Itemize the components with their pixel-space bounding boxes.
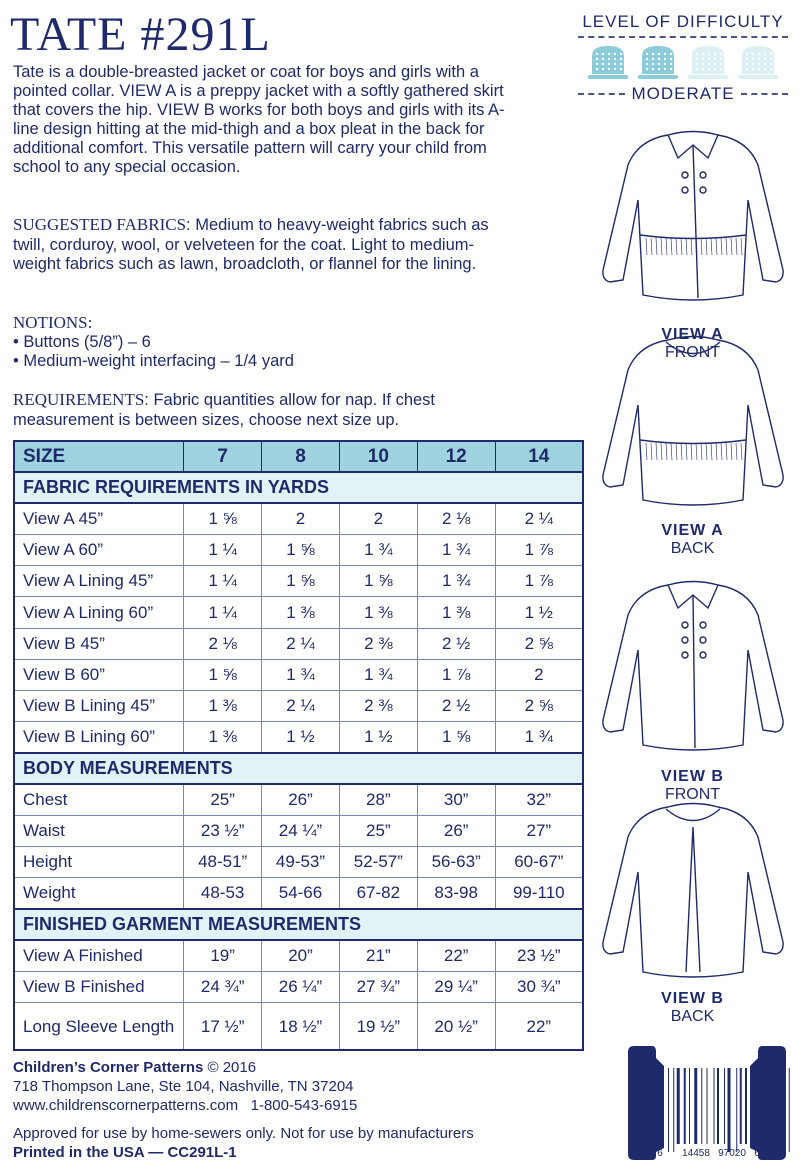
value-cell: 22” [495, 1002, 583, 1050]
value-cell: 67-82 [339, 878, 417, 909]
page-title: TATE #291L [10, 8, 271, 61]
difficulty-level [578, 12, 788, 104]
view-a-back-label [600, 522, 785, 558]
value-cell: 1 ½ [339, 722, 417, 753]
view-side: BACK [670, 540, 715, 557]
barcode-digits: 6 [754, 1148, 760, 1159]
value-cell: 1 ¾ [339, 659, 417, 690]
fabrics-text: : Medium to heavy-weight fabrics such as twill, corduroy, wool, or velveteen for the coat. Light to medium-weight fabrics such as lawn, broadcloth, or flannel for the lining. [13, 216, 489, 273]
notions-label: NOTIONS: [13, 313, 93, 332]
row-label: Waist [14, 815, 184, 846]
barcode-bar [673, 1068, 674, 1152]
view-name: VIEW A [661, 326, 724, 343]
value-cell: 2 ½ [417, 628, 495, 659]
value-cell: 2 [262, 503, 340, 534]
notions [13, 313, 593, 372]
footer-address [13, 1058, 357, 1115]
value-cell: 1 ⅝ [417, 722, 495, 753]
value-cell: 17 ½” [184, 1002, 262, 1050]
barcode-bar [757, 1068, 758, 1144]
thimble-icon [636, 44, 680, 80]
value-cell: 1 ⅝ [262, 535, 340, 566]
value-cell: 18 ½” [262, 1002, 340, 1050]
address: 718 Thompson Lane, Ste 104, Nashville, TN 37204 [13, 1078, 354, 1095]
view-b-back-label [600, 990, 785, 1026]
view-b-front-illustration [598, 570, 788, 770]
requirements-text: : Fabric quantities allow for nap. If chest measurement is between sizes, choose next size up. [13, 391, 436, 429]
value-cell: 1 ⅜ [262, 597, 340, 628]
thimble-icon [736, 44, 780, 80]
value-cell: 26” [417, 815, 495, 846]
row-label: Chest [14, 784, 184, 815]
printed-note: Printed in the USA — CC291L-1 [13, 1144, 237, 1161]
row-label: Height [14, 846, 184, 877]
barcode-bar [717, 1068, 719, 1144]
table-row [14, 784, 583, 815]
size-chart [13, 440, 584, 1051]
value-cell: 1 ¾ [495, 722, 583, 753]
barcode-bar [784, 1068, 786, 1144]
value-cell: 22” [417, 940, 495, 971]
barcode-bar [694, 1068, 697, 1144]
table-row [14, 503, 583, 534]
value-cell: 21” [339, 940, 417, 971]
website-link[interactable]: www.childrenscornerpatterns.com [13, 1097, 239, 1114]
section-title: BODY MEASUREMENTS [14, 753, 583, 784]
value-cell: 2 ⅝ [495, 628, 583, 659]
value-cell: 27 ¾” [339, 971, 417, 1002]
table-row [14, 1002, 583, 1050]
value-cell: 2 ⅛ [184, 628, 262, 659]
table-row [14, 691, 583, 722]
value-cell: 1 ⅜ [339, 597, 417, 628]
value-cell: 2 [495, 659, 583, 690]
value-cell: 1 ¼ [184, 597, 262, 628]
footer-legal [13, 1124, 474, 1162]
size-header-cell: 8 [262, 441, 340, 472]
requirements [13, 390, 513, 430]
view-b-back-illustration [598, 792, 788, 992]
requirements-label: REQUIREMENTS [13, 390, 145, 409]
value-cell: 1 ¾ [262, 659, 340, 690]
row-label: View B Finished [14, 971, 184, 1002]
row-label: View A Finished [14, 940, 184, 971]
table-row [14, 815, 583, 846]
size-header-row [14, 441, 583, 472]
value-cell: 1 ⅝ [262, 566, 340, 597]
value-cell: 2 ⅜ [339, 691, 417, 722]
value-cell: 1 ⅝ [339, 566, 417, 597]
value-cell: 1 ¾ [417, 566, 495, 597]
barcode-bar [689, 1068, 690, 1144]
value-cell: 1 ¼ [184, 566, 262, 597]
value-cell: 27” [495, 815, 583, 846]
value-cell: 25” [184, 784, 262, 815]
difficulty-level-text: MODERATE [631, 84, 735, 103]
table-row [14, 846, 583, 877]
suggested-fabrics [13, 215, 503, 275]
row-label: View A Lining 45” [14, 566, 184, 597]
value-cell: 20” [262, 940, 340, 971]
view-name: VIEW B [661, 768, 724, 785]
row-label: View B Lining 60” [14, 722, 184, 753]
value-cell: 1 ⅞ [495, 566, 583, 597]
company-name: Children’s Corner Patterns [13, 1059, 204, 1076]
value-cell: 19” [184, 940, 262, 971]
value-cell: 30 ¾” [495, 971, 583, 1002]
barcode-bar [766, 1068, 768, 1144]
table-row [14, 971, 583, 1002]
row-label: View A 60” [14, 535, 184, 566]
value-cell: 32” [495, 784, 583, 815]
barcode-bar [684, 1068, 686, 1144]
barcode-bar [750, 1068, 751, 1144]
value-cell: 1 ⅝ [184, 503, 262, 534]
value-cell: 49-53” [262, 846, 340, 877]
size-header-cell: 7 [184, 441, 262, 472]
row-label: Long Sleeve Length [14, 1002, 184, 1050]
value-cell: 30” [417, 784, 495, 815]
value-cell: 83-98 [417, 878, 495, 909]
barcode-digits: 6 [657, 1148, 663, 1159]
value-cell: 24 ¾” [184, 971, 262, 1002]
size-header-cell: 10 [339, 441, 417, 472]
value-cell: 54-66 [262, 878, 340, 909]
value-cell: 1 ¼ [184, 535, 262, 566]
value-cell: 48-53 [184, 878, 262, 909]
table-row [14, 535, 583, 566]
row-label: View B Lining 45” [14, 691, 184, 722]
value-cell: 2 ½ [417, 691, 495, 722]
approval-note: Approved for use by home-sewers only. Not for use by manufacturers [13, 1125, 474, 1142]
table-row [14, 659, 583, 690]
notion-item: • Buttons (5/8”) – 6 [13, 332, 151, 351]
thimble-icon [586, 44, 630, 80]
value-cell: 1 ⅞ [417, 659, 495, 690]
value-cell: 1 ⅜ [417, 597, 495, 628]
value-cell: 20 ½” [417, 1002, 495, 1050]
value-cell: 2 ⅛ [417, 503, 495, 534]
value-cell: 2 ⅜ [339, 628, 417, 659]
value-cell: 26” [262, 784, 340, 815]
barcode-bar [745, 1068, 747, 1144]
row-label: Weight [14, 878, 184, 909]
value-cell: 1 ¾ [417, 535, 495, 566]
value-cell: 23 ½” [184, 815, 262, 846]
section-header-row [14, 472, 583, 503]
table-row [14, 597, 583, 628]
barcode-bar [740, 1068, 742, 1144]
table-row [14, 722, 583, 753]
intro-text: Tate is a double-breasted jacket or coat for boys and girls with a pointed collar. VIEW A is a preppy jacket with a softly gathered skirt that covers the hip. VIEW B works for both boys and girls with its A-line design hitting at the mid-thigh and a box pleat in the back for additional comfort. This versatile pattern will carry your child from school to any special occasion. [13, 63, 505, 176]
barcode-bar [728, 1068, 731, 1152]
value-cell: 2 [339, 503, 417, 534]
barcode-spool [624, 1044, 790, 1160]
row-label: View B 60” [14, 659, 184, 690]
value-cell: 2 ¼ [262, 691, 340, 722]
value-cell: 1 ½ [262, 722, 340, 753]
row-label: View A Lining 60” [14, 597, 184, 628]
value-cell: 1 ⅜ [184, 722, 262, 753]
barcode-bar [789, 1068, 790, 1152]
barcode-bar [763, 1068, 764, 1144]
table-row [14, 878, 583, 909]
size-header-cell: 14 [495, 441, 583, 472]
value-cell: 52-57” [339, 846, 417, 877]
copyright: © 2016 [203, 1059, 257, 1076]
value-cell: 2 ¼ [495, 503, 583, 534]
barcode-bar [707, 1068, 708, 1144]
notion-item: • Medium-weight interfacing – 1/4 yard [13, 352, 294, 370]
row-label: View B 45” [14, 628, 184, 659]
view-name: VIEW A [661, 522, 724, 539]
value-cell: 1 ⅝ [184, 659, 262, 690]
value-cell: 1 ⅞ [495, 535, 583, 566]
view-side: BACK [670, 1008, 715, 1025]
barcode-bar [724, 1068, 725, 1144]
row-label: View A 45” [14, 503, 184, 534]
value-cell: 24 ¼” [262, 815, 340, 846]
section-title: FINISHED GARMENT MEASUREMENTS [14, 909, 583, 940]
value-cell: 29 ¼” [417, 971, 495, 1002]
value-cell: 28” [339, 784, 417, 815]
value-cell: 2 ⅝ [495, 691, 583, 722]
value-cell: 2 ¼ [262, 628, 340, 659]
value-cell: 1 ½ [495, 597, 583, 628]
view-a-back-illustration [598, 325, 788, 520]
value-cell: 60-67” [495, 846, 583, 877]
thimble-rating [578, 44, 788, 80]
section-title: FABRIC REQUIREMENTS IN YARDS [14, 472, 583, 503]
section-header-row [14, 909, 583, 940]
value-cell: 26 ¼” [262, 971, 340, 1002]
size-header-cell: SIZE [14, 441, 184, 472]
view-side: FRONT [664, 786, 721, 803]
view-a-front-illustration [598, 120, 788, 325]
barcode-digits: 14458 [682, 1148, 710, 1159]
view-side: FRONT [664, 344, 721, 361]
value-cell: 1 ⅜ [184, 691, 262, 722]
view-name: VIEW B [661, 990, 724, 1007]
value-cell: 56-63” [417, 846, 495, 877]
barcode-bar [677, 1068, 680, 1144]
barcode-bar [771, 1068, 774, 1144]
table-row [14, 566, 583, 597]
value-cell: 48-51” [184, 846, 262, 877]
barcode-bar [778, 1068, 779, 1144]
value-cell: 99-110 [495, 878, 583, 909]
barcode-bar [714, 1068, 715, 1144]
barcode-bar [736, 1068, 737, 1152]
section-header-row [14, 753, 583, 784]
difficulty-heading: LEVEL OF DIFFICULTY [582, 12, 784, 31]
value-cell: 23 ½” [495, 940, 583, 971]
table-row [14, 628, 583, 659]
value-cell: 25” [339, 815, 417, 846]
fabrics-label: SUGGESTED FABRICS [13, 215, 187, 234]
barcode-bar [701, 1068, 702, 1144]
barcode-digits: 97020 [718, 1148, 746, 1159]
table-row [14, 940, 583, 971]
phone-number: 1-800-543-6915 [250, 1097, 358, 1114]
barcode-bar [668, 1068, 669, 1152]
value-cell: 19 ½” [339, 1002, 417, 1050]
value-cell: 1 ¾ [339, 535, 417, 566]
size-header-cell: 12 [417, 441, 495, 472]
thimble-icon [686, 44, 730, 80]
